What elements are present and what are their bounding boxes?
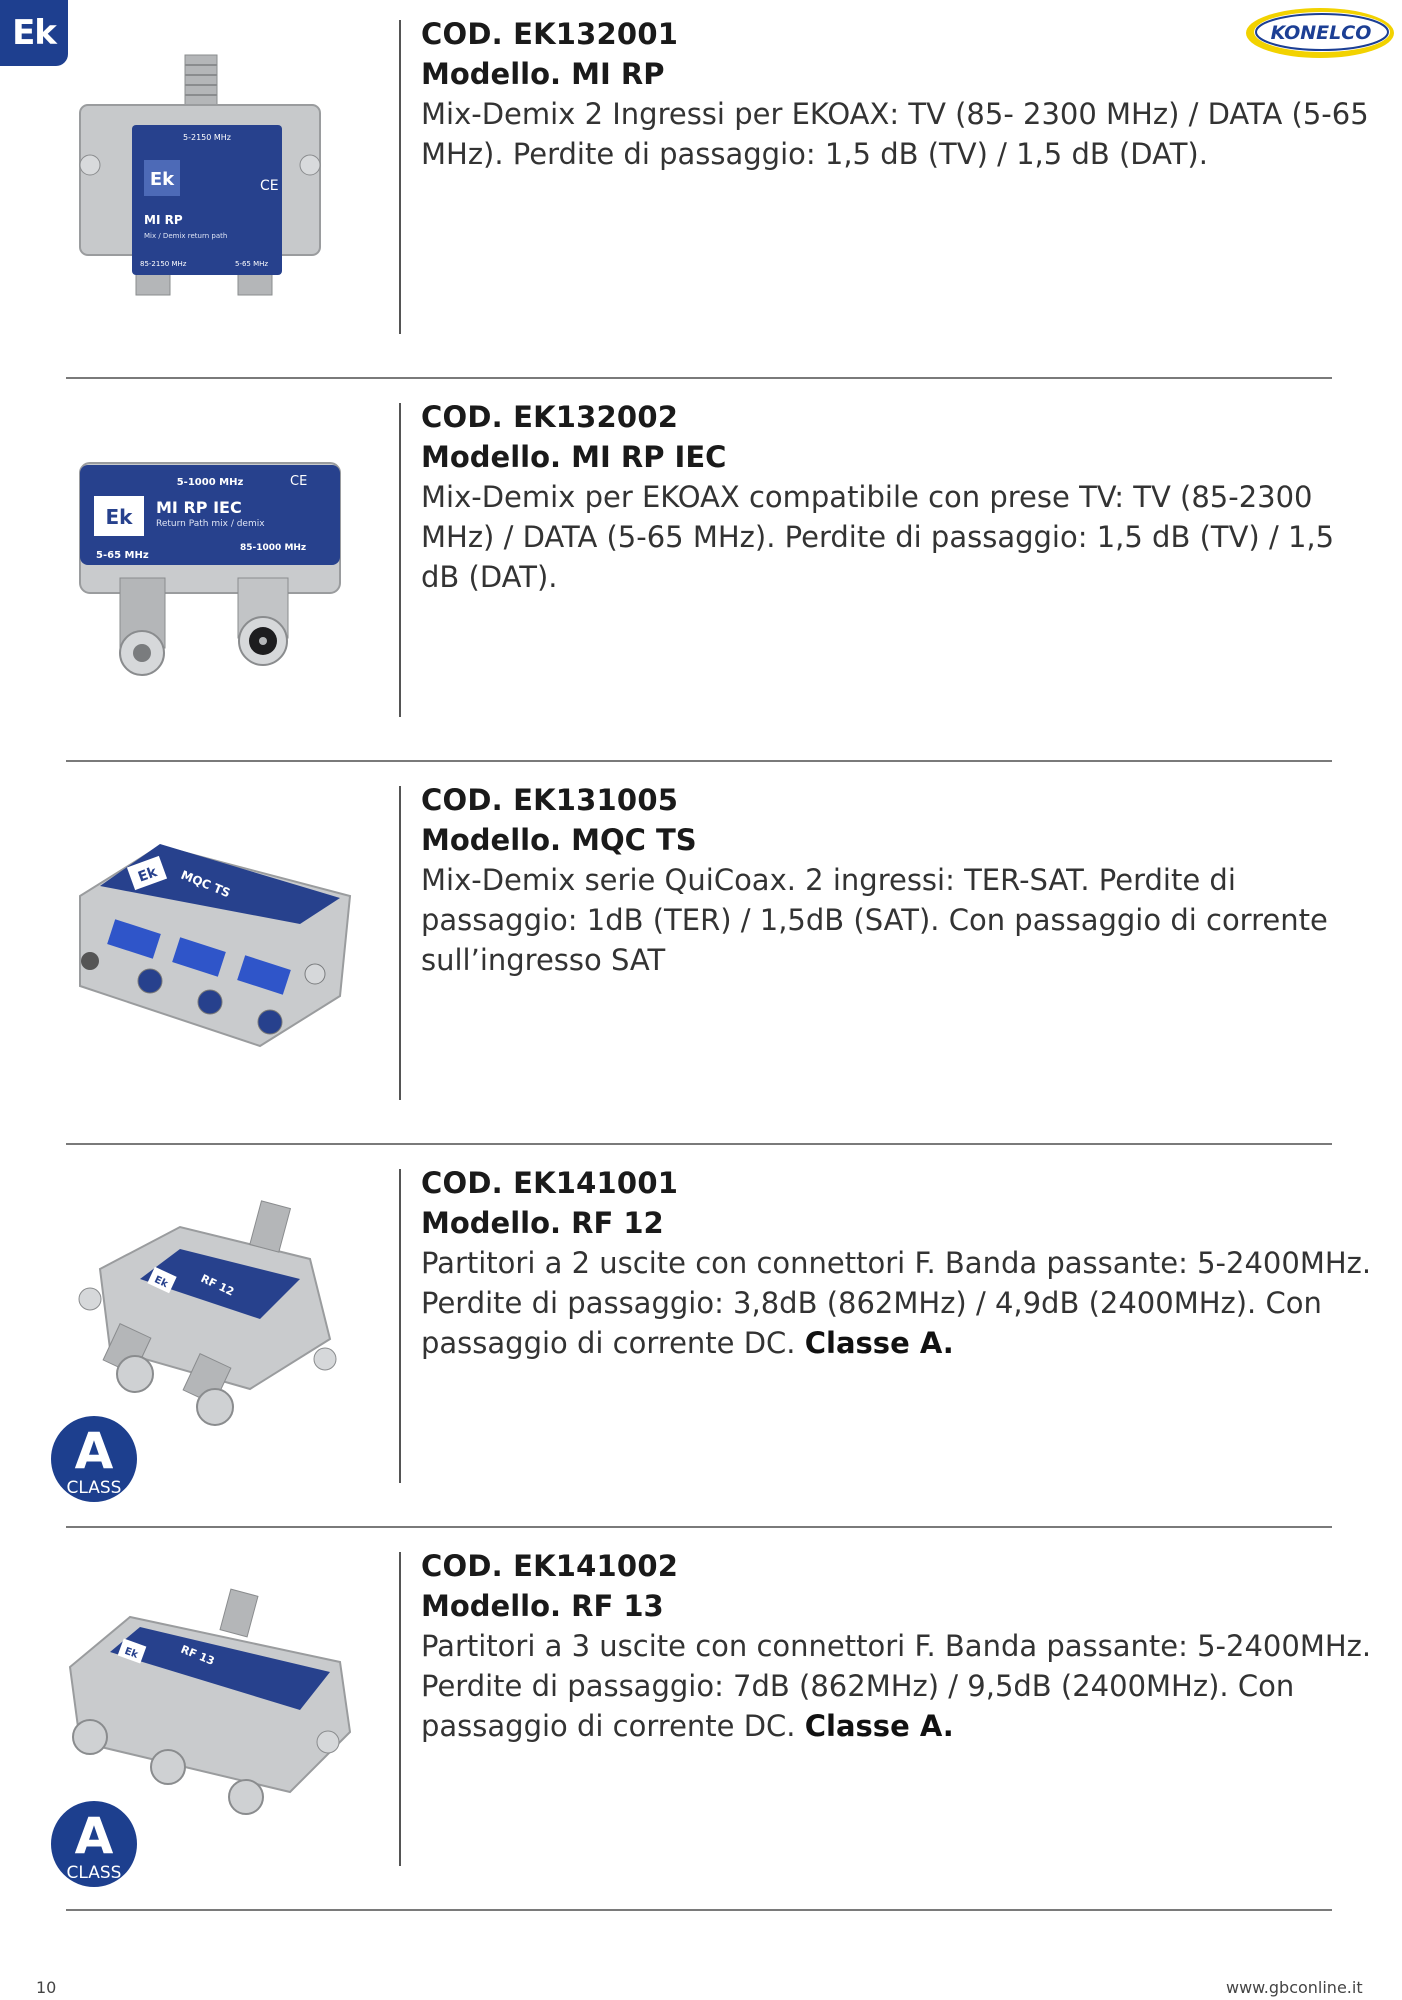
device-brand: Ek [122, 1645, 140, 1661]
divider-vertical [399, 786, 401, 1100]
device-sub: Return Path mix / demix [156, 519, 265, 529]
product-code: COD. EK132001 [421, 17, 679, 51]
product-model: Modello. RF 13 [421, 1589, 664, 1623]
class-a-badge [48, 1413, 140, 1505]
divider-vertical [399, 1552, 401, 1866]
product-description-text: Partitori a 3 uscite con connettori F. Banda passante: 5-2400MHz. Perdite di passaggio: 7dB (862MHz) / 9,5dB (2400MHz). Con passaggio di corrente DC. [421, 1629, 1372, 1743]
product-image-mi-rp [60, 0, 370, 300]
product-description-text: Mix-Demix 2 Ingressi per EKOAX: TV (85- 2300 MHz) / DATA (5-65 MHz). Perdite di passaggio: 1,5 dB (TV) / 1,5 dB (DAT). [421, 97, 1369, 171]
product-model: Modello. RF 12 [421, 1206, 664, 1240]
device-top-label: 5-2150 MHz [183, 133, 231, 142]
device-right-label: 5-65 MHz [235, 260, 269, 268]
product-description-text: Partitori a 2 uscite con connettori F. Banda passante: 5-2400MHz. Perdite di passaggio: 3,8dB (862MHz) / 4,9dB (2400MHz). Con passaggio di corrente DC. [421, 1246, 1372, 1360]
product-description [421, 1243, 1381, 1363]
divider-vertical [399, 1169, 401, 1483]
svg-text:CE: CE [290, 474, 308, 489]
product-description [421, 94, 1381, 174]
product-class-emphasis: Classe A. [804, 1709, 954, 1743]
class-a-word: CLASS [66, 1863, 122, 1883]
divider-horizontal [66, 1526, 1332, 1528]
device-brand: Ek [149, 169, 175, 190]
device-name: MQC TS [178, 867, 233, 901]
divider-horizontal [66, 1143, 1332, 1145]
device-name: RF 13 [178, 1642, 217, 1668]
class-a-badge [48, 1798, 140, 1890]
product-class-emphasis: Classe A. [804, 1326, 954, 1360]
product-image-mqc-ts [60, 766, 370, 1066]
divider-horizontal [66, 377, 1332, 379]
product-image-rf-13 [60, 1532, 370, 1832]
product-description [421, 1626, 1381, 1746]
konelco-logo-text: KONELCO [1270, 22, 1372, 44]
product-entry-5 [0, 1532, 1402, 1915]
product-code: COD. EK131005 [421, 783, 679, 817]
product-entry-4 [0, 1149, 1402, 1532]
device-right-label: 85-1000 MHz [240, 543, 307, 553]
device-left-label: 5-65 MHz [96, 550, 149, 561]
device-name: MI RP [144, 213, 183, 227]
product-entry-3 [0, 766, 1402, 1149]
device-brand: Ek [152, 1274, 170, 1291]
product-description-text: Mix-Demix serie QuiCoax. 2 ingressi: TER-SAT. Perdite di passaggio: 1dB (TER) / 1,5dB (SAT). Con passaggio di corrente sull’ingresso SAT [421, 863, 1328, 977]
svg-text:CE: CE [260, 178, 279, 194]
page-number: 10 [36, 1978, 57, 1997]
product-text [421, 1163, 1381, 1363]
class-a-word: CLASS [66, 1478, 122, 1498]
product-description-text: Mix-Demix per EKOAX compatibile con prese TV: TV (85-2300 MHz) / DATA (5-65 MHz). Perdite di passaggio: 1,5 dB (TV) / 1,5 dB (DAT). [421, 480, 1335, 594]
device-brand: Ek [136, 864, 160, 886]
footer-url-link[interactable]: www.gbconline.it [1226, 1978, 1363, 1997]
product-image-mi-rp-iec [60, 383, 370, 683]
divider-horizontal [66, 1909, 1332, 1911]
brand-badge-text: Ek [12, 13, 56, 53]
device-name: RF 12 [198, 1271, 237, 1299]
class-a-letter: A [74, 1807, 114, 1865]
product-description [421, 860, 1381, 980]
device-brand: Ek [105, 505, 133, 529]
product-model: Modello. MI RP [421, 57, 665, 91]
product-model: Modello. MQC TS [421, 823, 697, 857]
product-text [421, 14, 1381, 174]
product-text [421, 397, 1381, 597]
product-code: COD. EK141001 [421, 1166, 679, 1200]
device-name: MI RP IEC [156, 498, 242, 517]
product-text [421, 780, 1381, 980]
device-left-label: 85-2150 MHz [140, 260, 187, 268]
device-top-label: 5-1000 MHz [176, 477, 244, 488]
divider-horizontal [66, 760, 1332, 762]
class-a-letter: A [74, 1422, 114, 1480]
product-entry-1 [0, 0, 1402, 383]
product-image-rf-12 [60, 1149, 370, 1449]
product-entry-2 [0, 383, 1402, 766]
divider-vertical [399, 403, 401, 717]
product-model: Modello. MI RP IEC [421, 440, 727, 474]
product-description [421, 477, 1381, 597]
product-code: COD. EK132002 [421, 400, 679, 434]
device-sub: Mix / Demix return path [144, 232, 228, 240]
product-code: COD. EK141002 [421, 1549, 679, 1583]
divider-vertical [399, 20, 401, 334]
product-text [421, 1546, 1381, 1746]
